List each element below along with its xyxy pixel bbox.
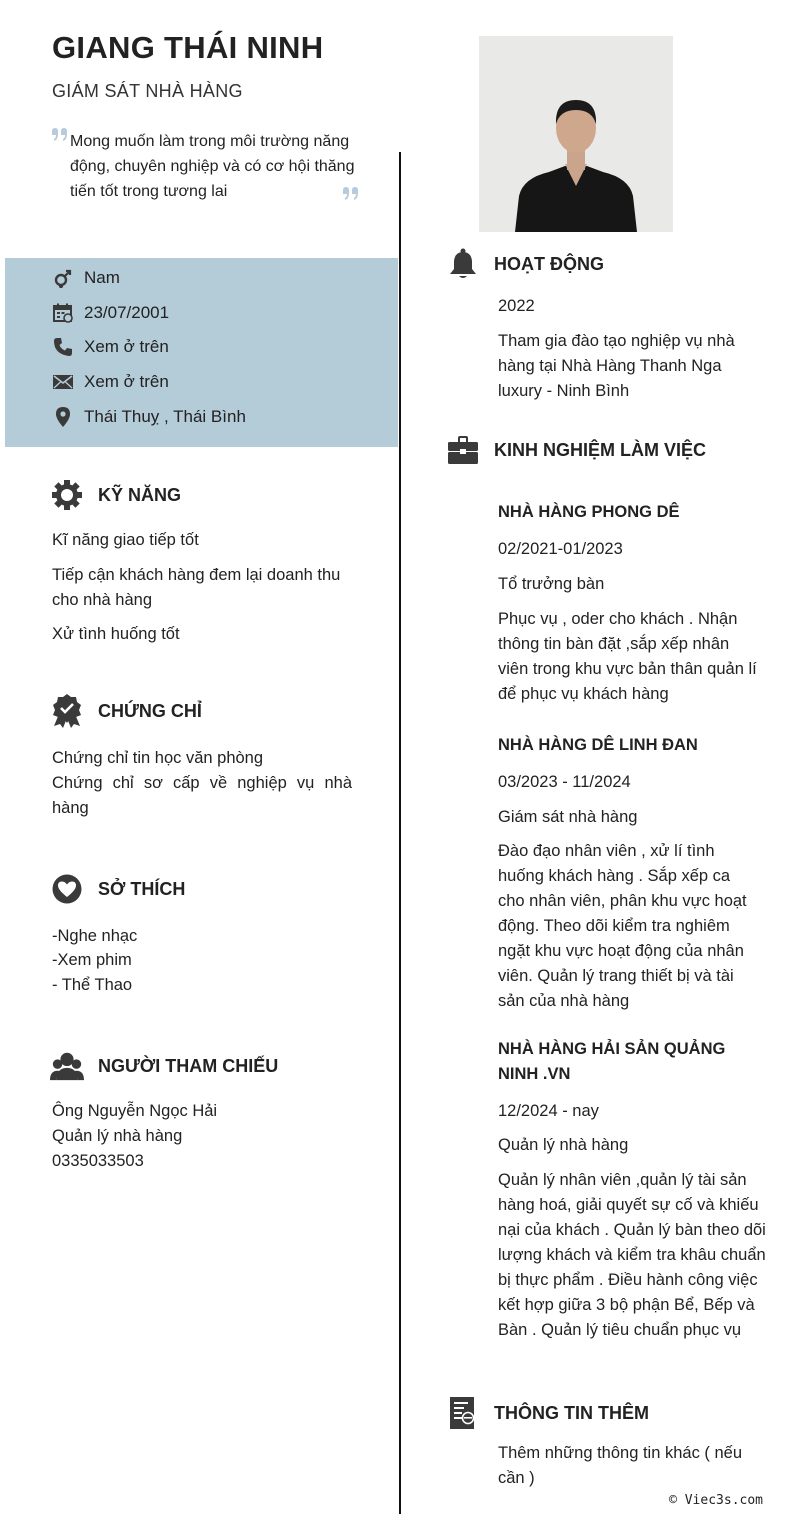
job-period: 03/2023 - 11/2024 <box>498 773 631 791</box>
experience-heading: KINH NGHIỆM LÀM VIỆC <box>446 433 706 467</box>
reference-phone: 0335033503 <box>52 1152 144 1170</box>
job-company: NHÀ HÀNG PHONG DÊ <box>498 503 680 521</box>
address-value: Thái Thuỵ , Thái Bình <box>84 407 246 426</box>
skills-heading: KỸ NĂNG <box>50 478 181 512</box>
candidate-position: GIÁM SÁT NHÀ HÀNG <box>52 81 243 101</box>
hobby-item: -Xem phim <box>52 951 132 969</box>
references-heading: NGƯỜI THAM CHIẾU <box>50 1049 278 1083</box>
address-row <box>52 404 246 430</box>
certificate-item: Chứng chỉ tin học văn phòng <box>52 749 264 767</box>
job-role: Quản lý nhà hàng <box>498 1136 629 1154</box>
job-role: Tổ trưởng bàn <box>498 575 605 593</box>
phone-row <box>52 334 169 360</box>
job-period: 02/2021-01/2023 <box>498 540 623 558</box>
profile-photo <box>479 36 673 232</box>
activities-heading: HOẠT ĐỘNG <box>446 247 604 281</box>
activity-description: Tham gia đào tạo nghiệp vụ nhà hàng tại Nhà Hàng Thanh Nga luxury - Ninh Bình <box>498 332 735 400</box>
gender-value: Nam <box>84 268 120 287</box>
personal-info-box <box>5 258 398 447</box>
certificate-badge-icon <box>50 694 84 728</box>
job-company: NHÀ HÀNG HẢI SẢN QUẢNG NINH .VN <box>498 1040 726 1083</box>
extra-info-heading: THÔNG TIN THÊM <box>446 1396 649 1430</box>
close-quote-icon <box>343 187 359 206</box>
certificates-heading: CHỨNG CHỈ <box>50 694 202 728</box>
document-icon <box>446 1396 480 1430</box>
gender-icon <box>52 267 74 289</box>
job-description: Đào đạo nhân viên , xử lí tình huống khách hàng . Sắp xếp ca cho nhân viên, phân khu vực hoạt động. Theo dõi kiểm tra nghiêm ngặt khu vực hoạt động của nhân viên. Quản lý trang thiết bị và tài sản của nhà hàng <box>498 842 747 1010</box>
job-description: Quản lý nhân viên ,quản lý tài sản hàng hoá, giải quyết sự cố và khiếu nại của khách . Quản lý bàn theo dõi lượng khách và kiểm tra khâu chuẩn bị thực phẩm . Điều hành công việc kết hợp giữa 3 bộ phận Bể, Bếp và Bàn . Quản lý tiêu chuẩn phục vụ <box>498 1171 766 1339</box>
job-period: 12/2024 - nay <box>498 1102 599 1120</box>
email-row <box>52 369 169 395</box>
people-icon <box>50 1049 84 1083</box>
email-icon <box>52 371 74 393</box>
birthday-row <box>52 300 169 326</box>
reference-role: Quản lý nhà hàng <box>52 1127 183 1145</box>
phone-icon <box>52 336 74 358</box>
footer-credit: © Viec3s.com <box>669 1493 763 1508</box>
job-company: NHÀ HÀNG DÊ LINH ĐAN <box>498 736 698 754</box>
extra-info-text: Thêm những thông tin khác ( nếu cần ) <box>498 1444 743 1487</box>
activity-year: 2022 <box>498 297 535 315</box>
column-divider <box>399 152 401 1514</box>
email-value: Xem ở trên <box>84 372 169 391</box>
heart-icon <box>50 872 84 906</box>
certificate-item: Chứng chỉ sơ cấp về nghiệp vụ nhà hàng <box>52 774 352 817</box>
calendar-icon <box>52 302 74 324</box>
candidate-name: GIANG THÁI NINH <box>52 30 324 65</box>
gender-row <box>52 265 120 291</box>
hobby-item: -Nghe nhạc <box>52 927 138 945</box>
briefcase-icon <box>446 433 480 467</box>
bell-icon <box>446 247 480 281</box>
open-quote-icon <box>52 128 68 147</box>
phone-value: Xem ở trên <box>84 337 169 356</box>
reference-name: Ông Nguyễn Ngọc Hải <box>52 1102 218 1120</box>
gear-icon <box>50 478 84 512</box>
job-role: Giám sát nhà hàng <box>498 808 638 826</box>
birthday-value: 23/07/2001 <box>84 303 170 322</box>
job-description: Phục vụ , oder cho khách . Nhận thông tin bàn đặt ,sắp xếp nhân viên trong khu vực bản thân quản lí để phục vụ khách hàng <box>498 610 757 703</box>
skill-item: Xử tình huống tốt <box>52 625 180 643</box>
skill-item: Tiếp cận khách hàng đem lại doanh thu cho nhà hàng <box>52 566 341 609</box>
location-pin-icon <box>52 406 74 428</box>
objective-text: Mong muốn làm trong môi trường năng động, chuyên nghiệp và có cơ hội thăng tiến tốt trong tương lai <box>70 133 355 200</box>
hobby-item: - Thể Thao <box>52 976 133 994</box>
hobbies-heading: SỞ THÍCH <box>50 872 185 906</box>
skill-item: Kĩ năng giao tiếp tốt <box>52 531 199 549</box>
